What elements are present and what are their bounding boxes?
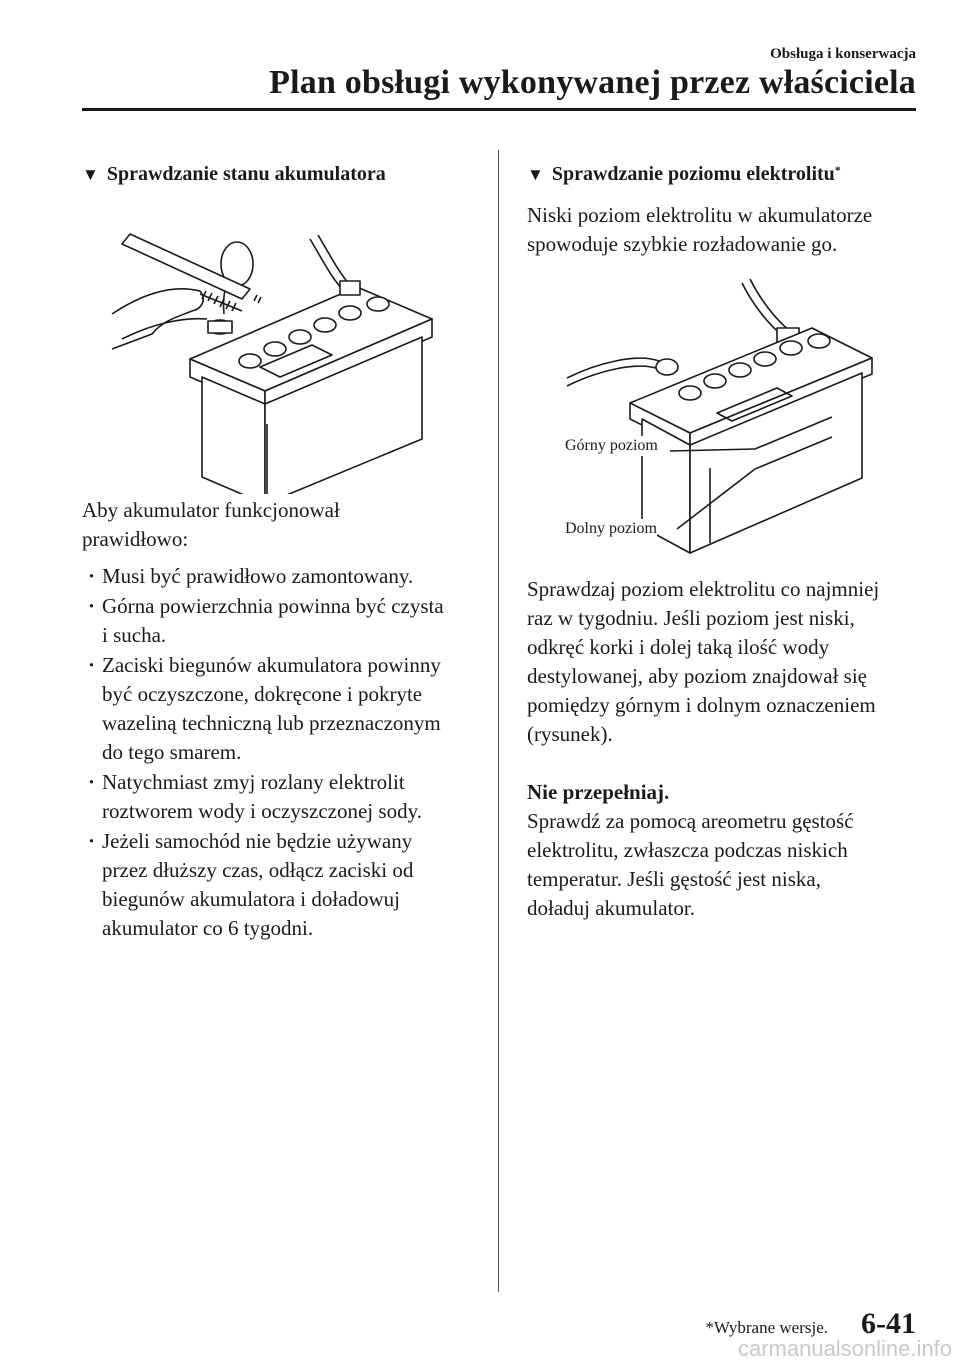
- right-column: [527, 160, 917, 923]
- lower-level-label: Dolny poziom: [565, 520, 657, 537]
- upper-level-label: Górny poziom: [565, 437, 658, 454]
- battery-cleaning-illustration: [82, 199, 477, 494]
- overfill-warning: Nie przepełniaj.: [527, 780, 670, 804]
- para2-line: elektrolitu, zwłaszcza podczas niskich: [527, 838, 848, 862]
- para1-line: Sprawdzaj poziom elektrolitu co najmniej: [527, 577, 880, 601]
- bullet-icon: ·: [88, 564, 96, 588]
- para1-line: odkręć korki i dolej taką ilość wody: [527, 635, 830, 659]
- intro-line-1: Aby akumulator funkcjonował: [82, 498, 340, 522]
- footnote: *Wybrane wersje.: [705, 1318, 828, 1337]
- column-divider: [498, 150, 499, 1292]
- para1-line: pomiędzy górnym i dolnym oznaczeniem: [527, 693, 876, 717]
- para2-line: temperatur. Jeśli gęstość jest niska,: [527, 867, 821, 891]
- electrolyte-level-figure: [527, 273, 917, 563]
- para1-line: raz w tygodniu. Jeśli poziom jest niski,: [527, 606, 855, 630]
- optional-equipment-mark: *: [834, 163, 841, 177]
- triangle-icon: ▼: [82, 165, 99, 184]
- triangle-icon: ▼: [527, 165, 544, 184]
- electrolyte-intro-line-2: spowoduje szybkie rozładowanie go.: [527, 232, 838, 256]
- list-item: · Zaciski biegunów akumulatora powinny być oczyszczone, dokręcone i pokryte wazeliną techniczną lub przeznaczonym do tego smarem.: [88, 653, 441, 764]
- left-column: [82, 160, 477, 944]
- para2-line: Sprawdź za pomocą areometru gęstość: [527, 809, 854, 833]
- intro-line-2: prawidłowo:: [82, 527, 189, 551]
- bullet-icon: ·: [88, 829, 96, 853]
- header-section: Obsługa i konserwacja: [770, 46, 916, 62]
- battery-check-heading: [82, 160, 477, 189]
- list-item: · Górna powierzchnia powinna być czysta i sucha.: [88, 594, 444, 647]
- bullet-icon: ·: [88, 594, 96, 618]
- electrolyte-heading: [527, 160, 917, 189]
- header-rule: [82, 108, 916, 111]
- page-title: Plan obsługi wykonywanej przez właściciela: [269, 64, 916, 101]
- battery-requirements-list: [82, 562, 477, 943]
- bullet-icon: ·: [88, 770, 96, 794]
- electrolyte-intro-line-1: Niski poziom elektrolitu w akumulatorze: [527, 203, 873, 227]
- electrolyte-heading-text: Sprawdzanie poziomu elektrolitu*: [551, 163, 841, 185]
- list-item: · Jeżeli samochód nie będzie używany przez dłuższy czas, odłącz zaciski od biegunów akumulatora i doładowuj akumulator co 6 tygodni.: [88, 829, 414, 940]
- list-item: · Musi być prawidłowo zamontowany.: [82, 562, 477, 591]
- watermark: carmanualsonline.info: [737, 1336, 952, 1361]
- para1-line: (rysunek).: [527, 722, 613, 746]
- para2-line: doładuj akumulator.: [527, 896, 695, 920]
- page-number: 6-41: [861, 1307, 916, 1340]
- list-item: · Natychmiast zmyj rozlany elektrolit roztworem wody i oczyszczonej sody.: [88, 770, 422, 823]
- battery-check-heading-text: Sprawdzanie stanu akumulatora: [106, 163, 386, 185]
- para1-line: destylowanej, aby poziom znajdował się: [527, 664, 867, 688]
- bullet-icon: ·: [88, 653, 96, 677]
